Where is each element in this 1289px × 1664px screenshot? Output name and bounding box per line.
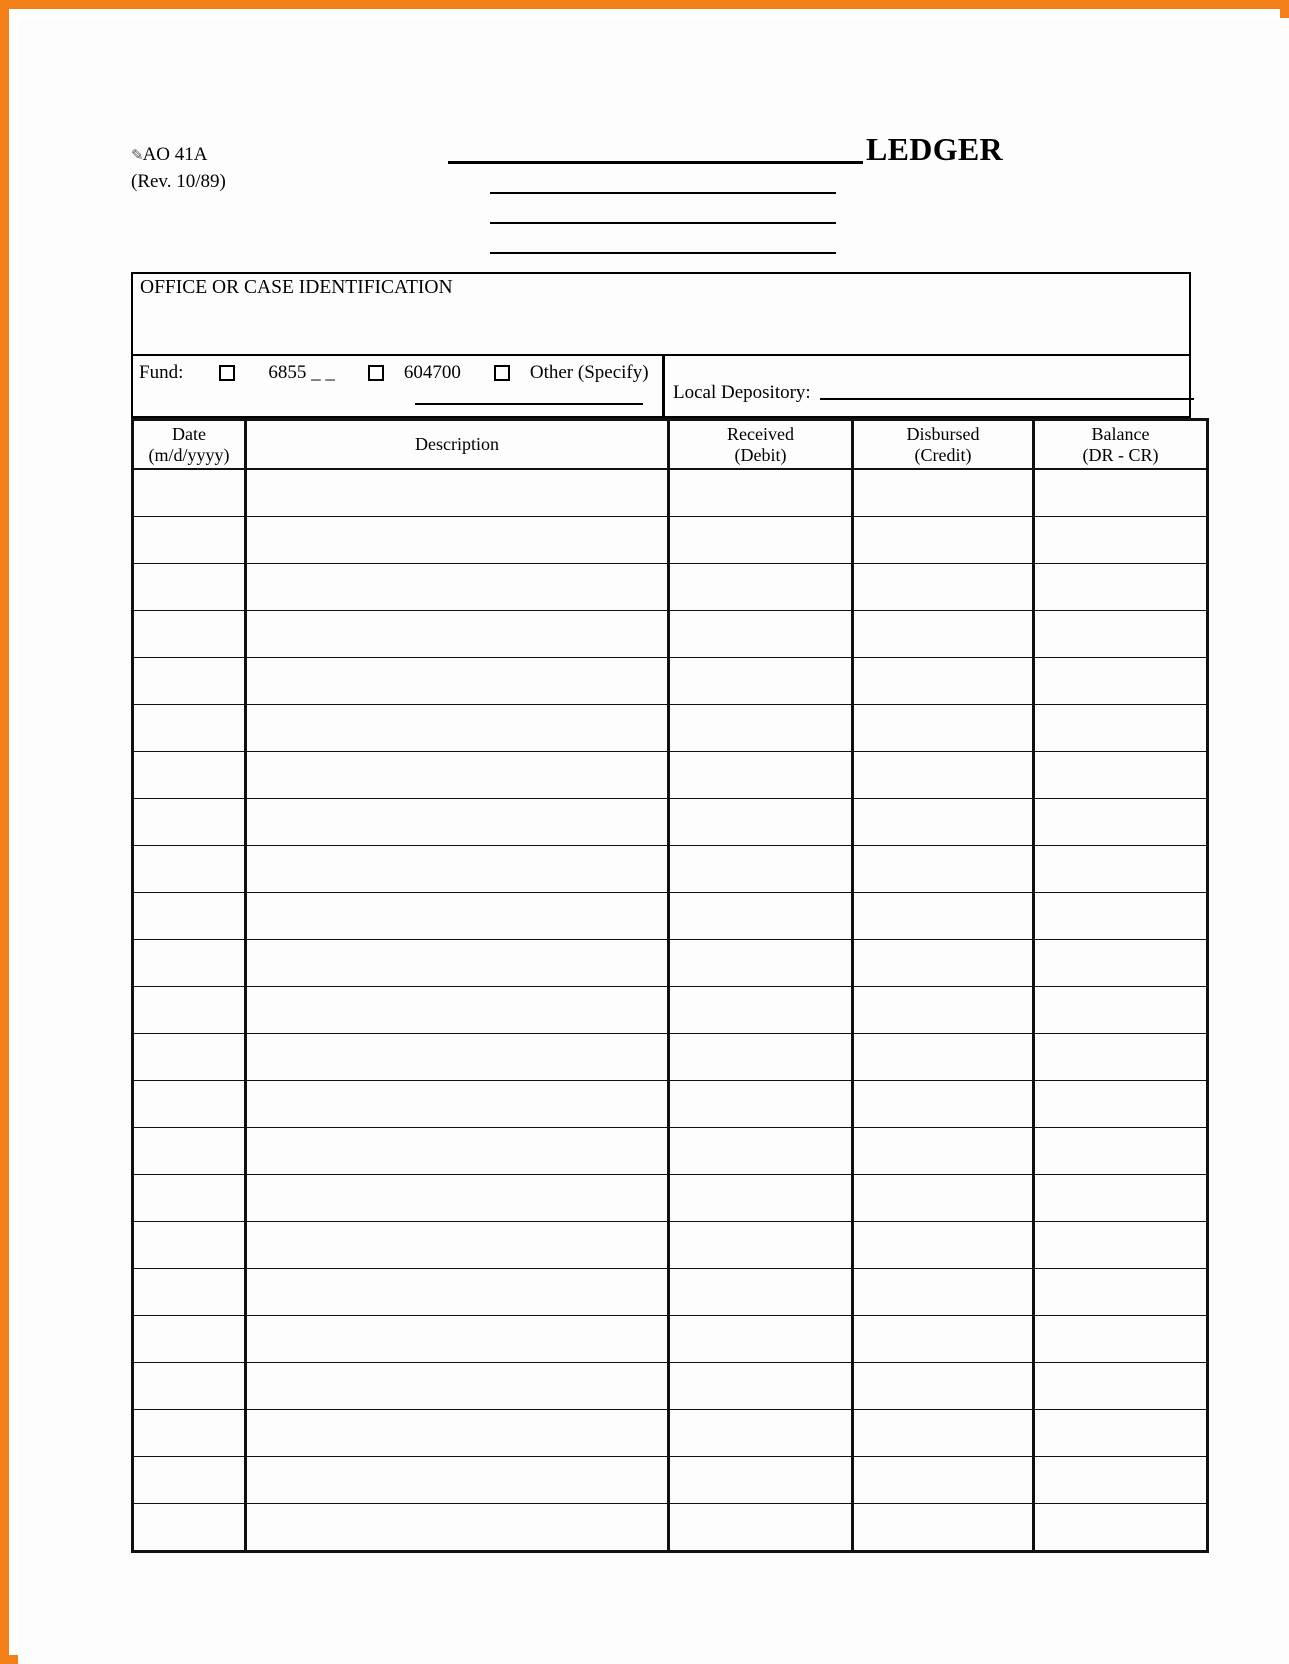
fund-and-depository-row <box>131 354 1191 418</box>
form-paper <box>18 18 1289 1664</box>
fund-options <box>139 362 649 384</box>
cell-balance[interactable] <box>1034 1222 1208 1269</box>
cell-received[interactable] <box>669 1363 853 1410</box>
cell-balance[interactable] <box>1034 1269 1208 1316</box>
table-row <box>133 1363 1208 1410</box>
cell-received[interactable] <box>669 1222 853 1269</box>
fund-other-specify-rule[interactable] <box>415 403 643 405</box>
column-header-balance-line1: Balance <box>1091 423 1150 444</box>
cell-disbursed[interactable] <box>853 469 1034 517</box>
cell-description[interactable] <box>246 1222 669 1269</box>
header-fill-in-rule-3[interactable] <box>490 222 836 224</box>
cell-date[interactable] <box>133 1175 246 1222</box>
cell-description[interactable] <box>246 846 669 893</box>
cell-date[interactable] <box>133 564 246 611</box>
cell-date[interactable] <box>133 799 246 846</box>
cell-description[interactable] <box>246 1175 669 1222</box>
cell-balance[interactable] <box>1034 1504 1208 1552</box>
page-title: LEDGER <box>866 131 1003 167</box>
cell-date[interactable] <box>133 987 246 1034</box>
column-header-received <box>669 420 853 470</box>
cell-date[interactable] <box>133 1128 246 1175</box>
cell-balance[interactable] <box>1034 752 1208 799</box>
cell-date[interactable] <box>133 1222 246 1269</box>
ledger-table <box>131 418 1209 1553</box>
fund-checkbox-6855[interactable] <box>219 365 235 381</box>
cell-date[interactable] <box>133 1269 246 1316</box>
cell-disbursed[interactable] <box>853 1128 1034 1175</box>
column-header-balance-line2: (DR - CR) <box>1082 444 1159 465</box>
cell-description[interactable] <box>246 564 669 611</box>
column-header-received-line2: (Debit) <box>734 444 787 465</box>
cell-disbursed[interactable] <box>853 658 1034 705</box>
cell-description[interactable] <box>246 517 669 564</box>
cell-disbursed[interactable] <box>853 940 1034 987</box>
cell-description[interactable] <box>246 705 669 752</box>
cell-balance[interactable] <box>1034 1034 1208 1081</box>
column-header-received-line1: Received <box>727 423 794 444</box>
cell-description[interactable] <box>246 611 669 658</box>
cell-description[interactable] <box>246 1457 669 1504</box>
table-row <box>133 469 1208 517</box>
local-depository-field <box>673 382 1194 404</box>
cell-balance[interactable] <box>1034 799 1208 846</box>
cell-disbursed[interactable] <box>853 1081 1034 1128</box>
fund-option-other-label: Other (Specify) <box>529 362 649 383</box>
cell-disbursed[interactable] <box>853 611 1034 658</box>
cell-balance[interactable] <box>1034 893 1208 940</box>
cell-description[interactable] <box>246 1128 669 1175</box>
column-header-disbursed-line1: Disbursed <box>906 423 980 444</box>
table-row <box>133 1128 1208 1175</box>
column-header-description <box>246 420 669 470</box>
cell-disbursed[interactable] <box>853 1222 1034 1269</box>
local-depository-rule[interactable] <box>820 398 1194 400</box>
cell-balance[interactable] <box>1034 940 1208 987</box>
cell-description[interactable] <box>246 1410 669 1457</box>
cell-disbursed[interactable] <box>853 564 1034 611</box>
cell-date[interactable] <box>133 1081 246 1128</box>
table-row <box>133 1457 1208 1504</box>
cell-disbursed[interactable] <box>853 1457 1034 1504</box>
cell-disbursed[interactable] <box>853 1175 1034 1222</box>
table-row <box>133 1410 1208 1457</box>
fund-checkbox-604700[interactable] <box>368 365 384 381</box>
ledger-body <box>133 469 1208 1552</box>
cell-received[interactable] <box>669 469 853 517</box>
cell-description[interactable] <box>246 658 669 705</box>
cell-received[interactable] <box>669 1034 853 1081</box>
cell-date[interactable] <box>133 1457 246 1504</box>
table-row <box>133 1222 1208 1269</box>
column-header-description-line1: Description <box>415 434 499 454</box>
cell-received[interactable] <box>669 564 853 611</box>
fund-section <box>133 356 665 416</box>
cell-received[interactable] <box>669 658 853 705</box>
cell-balance[interactable] <box>1034 564 1208 611</box>
table-header-row <box>133 420 1208 470</box>
cell-disbursed[interactable] <box>853 1410 1034 1457</box>
cell-description[interactable] <box>246 1363 669 1410</box>
cell-received[interactable] <box>669 1457 853 1504</box>
cell-received[interactable] <box>669 1410 853 1457</box>
cell-disbursed[interactable] <box>853 893 1034 940</box>
cell-balance[interactable] <box>1034 1128 1208 1175</box>
form-revision: (Rev. 10/89) <box>131 171 226 192</box>
cell-disbursed[interactable] <box>853 1363 1034 1410</box>
cell-description[interactable] <box>246 940 669 987</box>
cell-balance[interactable] <box>1034 469 1208 517</box>
cell-date[interactable] <box>133 752 246 799</box>
cell-date[interactable] <box>133 705 246 752</box>
cell-disbursed[interactable] <box>853 987 1034 1034</box>
cell-received[interactable] <box>669 705 853 752</box>
cell-date[interactable] <box>133 940 246 987</box>
table-row <box>133 752 1208 799</box>
cell-description[interactable] <box>246 987 669 1034</box>
table-row <box>133 611 1208 658</box>
cell-balance[interactable] <box>1034 1410 1208 1457</box>
column-header-disbursed-line2: (Credit) <box>914 444 972 465</box>
cell-disbursed[interactable] <box>853 517 1034 564</box>
cell-received[interactable] <box>669 1269 853 1316</box>
header-fill-in-rule-4[interactable] <box>490 252 836 254</box>
table-row <box>133 564 1208 611</box>
cell-disbursed[interactable] <box>853 846 1034 893</box>
cell-description[interactable] <box>246 1504 669 1552</box>
cell-date[interactable] <box>133 893 246 940</box>
cell-balance[interactable] <box>1034 611 1208 658</box>
office-case-identification-box[interactable] <box>131 272 1191 354</box>
cell-date[interactable] <box>133 1363 246 1410</box>
cell-description[interactable] <box>246 752 669 799</box>
cell-received[interactable] <box>669 1175 853 1222</box>
fund-option-604700-label: 604700 <box>403 362 461 383</box>
cell-disbursed[interactable] <box>853 1269 1034 1316</box>
cell-disbursed[interactable] <box>853 1034 1034 1081</box>
column-header-disbursed <box>853 420 1034 470</box>
cell-description[interactable] <box>246 799 669 846</box>
fund-option-6855-label: 6855 _ _ <box>268 362 335 383</box>
column-header-date-line1: Date <box>172 423 206 444</box>
header-fill-in-rule-2[interactable] <box>490 192 836 194</box>
cell-date[interactable] <box>133 846 246 893</box>
table-row <box>133 893 1208 940</box>
table-row <box>133 1504 1208 1552</box>
cell-received[interactable] <box>669 846 853 893</box>
paperclip-icon: ✎ <box>131 148 143 164</box>
cell-date[interactable] <box>133 469 246 517</box>
cell-date[interactable] <box>133 1504 246 1552</box>
cell-disbursed[interactable] <box>853 1316 1034 1363</box>
cell-balance[interactable] <box>1034 1316 1208 1363</box>
table-row <box>133 705 1208 752</box>
cell-date[interactable] <box>133 1410 246 1457</box>
cell-received[interactable] <box>669 1081 853 1128</box>
office-case-identification-label: OFFICE OR CASE IDENTIFICATION <box>140 277 453 298</box>
cell-received[interactable] <box>669 611 853 658</box>
cell-balance[interactable] <box>1034 987 1208 1034</box>
table-row <box>133 1081 1208 1128</box>
cell-disbursed[interactable] <box>853 799 1034 846</box>
table-row <box>133 1034 1208 1081</box>
column-header-date-line2: (m/d/yyyy) <box>148 444 230 465</box>
cell-received[interactable] <box>669 1316 853 1363</box>
cell-disbursed[interactable] <box>853 1504 1034 1552</box>
title-fill-in-rule[interactable] <box>448 161 863 164</box>
fund-label: Fund: <box>139 362 184 383</box>
cell-description[interactable] <box>246 469 669 517</box>
cell-balance[interactable] <box>1034 1081 1208 1128</box>
form-number: AO 41A <box>142 144 208 165</box>
cell-date[interactable] <box>133 611 246 658</box>
cell-balance[interactable] <box>1034 1457 1208 1504</box>
form-number-line <box>131 142 226 169</box>
cell-balance[interactable] <box>1034 846 1208 893</box>
table-row <box>133 799 1208 846</box>
cell-received[interactable] <box>669 940 853 987</box>
cell-received[interactable] <box>669 799 853 846</box>
table-row <box>133 940 1208 987</box>
table-row <box>133 846 1208 893</box>
cell-description[interactable] <box>246 1081 669 1128</box>
cell-balance[interactable] <box>1034 1175 1208 1222</box>
form-identifier-block <box>131 142 226 194</box>
cell-disbursed[interactable] <box>853 752 1034 799</box>
table-row <box>133 1269 1208 1316</box>
cell-received[interactable] <box>669 893 853 940</box>
cell-received[interactable] <box>669 987 853 1034</box>
table-row <box>133 658 1208 705</box>
cell-description[interactable] <box>246 893 669 940</box>
cell-description[interactable] <box>246 1034 669 1081</box>
local-depository-label: Local Depository: <box>673 382 811 403</box>
table-row <box>133 1316 1208 1363</box>
cell-description[interactable] <box>246 1269 669 1316</box>
cell-received[interactable] <box>669 1504 853 1552</box>
cell-disbursed[interactable] <box>853 705 1034 752</box>
cell-balance[interactable] <box>1034 705 1208 752</box>
cell-date[interactable] <box>133 517 246 564</box>
cell-date[interactable] <box>133 1034 246 1081</box>
table-row <box>133 517 1208 564</box>
cell-date[interactable] <box>133 1316 246 1363</box>
column-header-balance <box>1034 420 1208 470</box>
cell-balance[interactable] <box>1034 517 1208 564</box>
fund-checkbox-other[interactable] <box>494 365 510 381</box>
cell-received[interactable] <box>669 752 853 799</box>
cell-description[interactable] <box>246 1316 669 1363</box>
table-row <box>133 1175 1208 1222</box>
column-header-date <box>133 420 246 470</box>
cell-date[interactable] <box>133 658 246 705</box>
title-row <box>448 131 1048 173</box>
cell-balance[interactable] <box>1034 658 1208 705</box>
cell-received[interactable] <box>669 1128 853 1175</box>
table-row <box>133 987 1208 1034</box>
cell-received[interactable] <box>669 517 853 564</box>
cell-balance[interactable] <box>1034 1363 1208 1410</box>
